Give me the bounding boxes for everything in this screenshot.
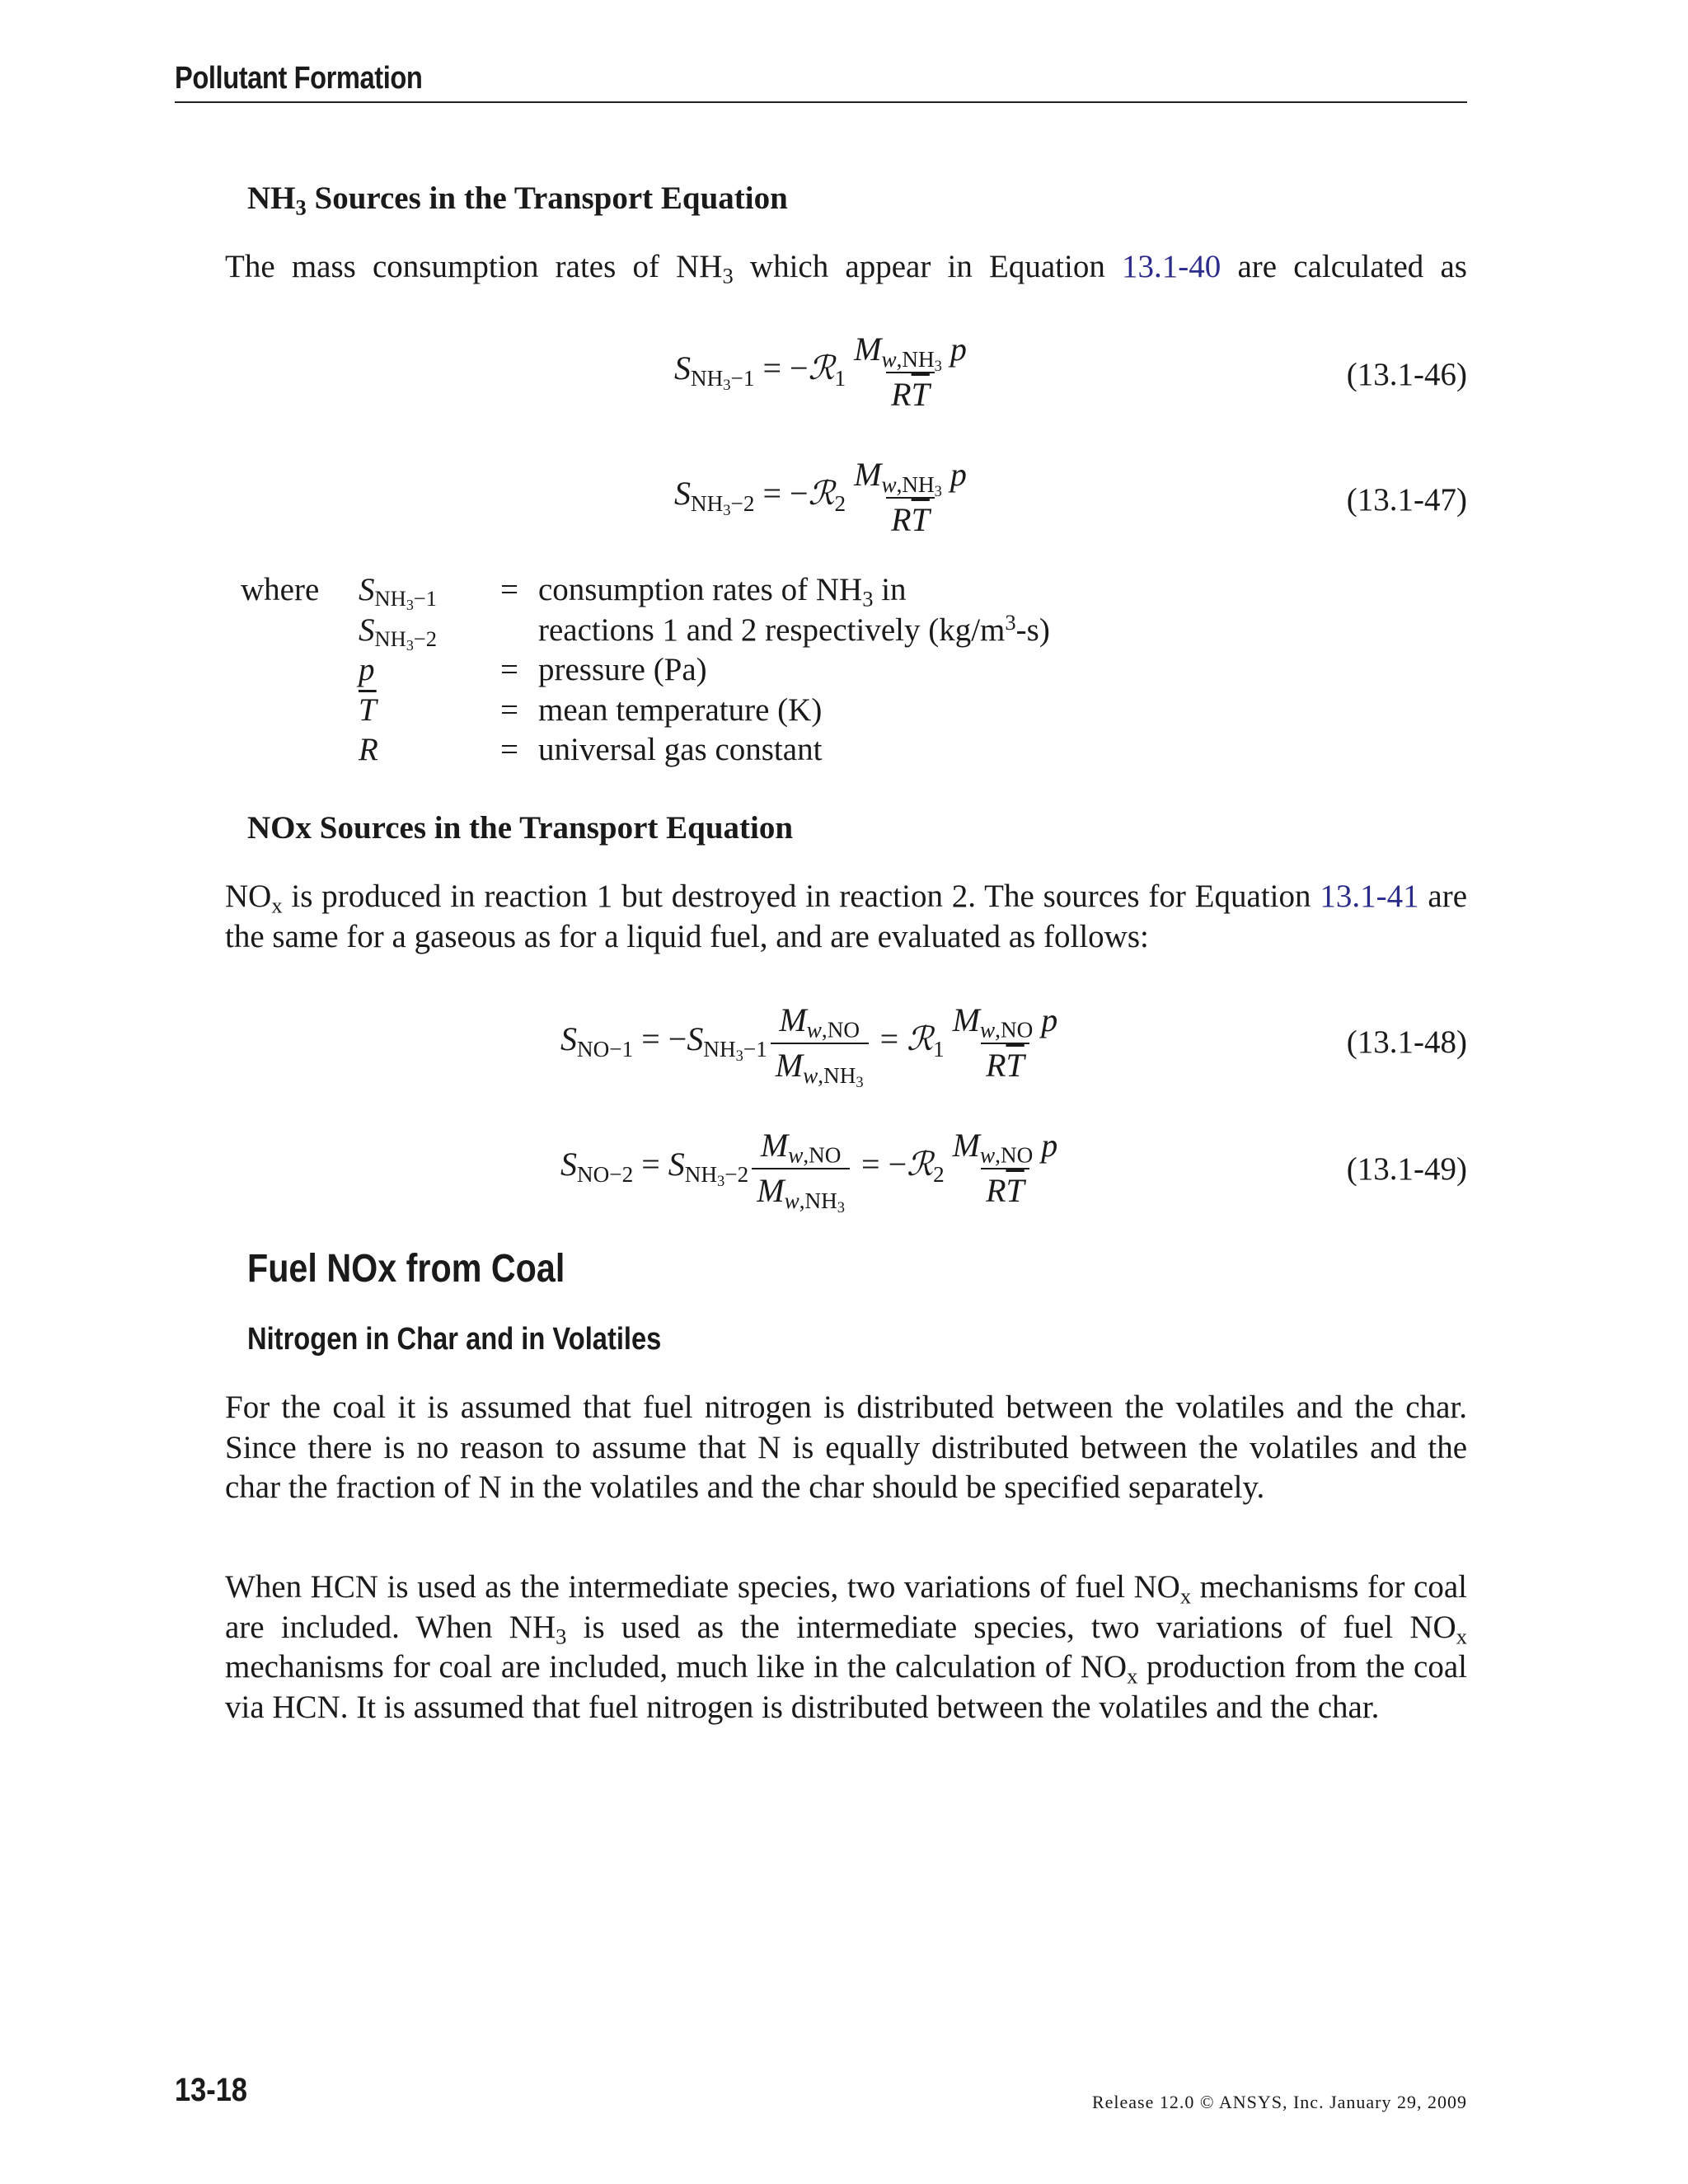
- section-heading-fuel-nox-coal: Fuel NOx from Coal: [247, 1247, 565, 1291]
- coal-paragraph-2: When HCN is used as the intermediate species, two variations of fuel $NO_x$ mechanisms for coal are included. When $NH_3$ is used as the intermediate species, two variations of fuel $NO_x$ mechanisms for coal are included, much like in the calculation of $NO_x$ production from the coal via HCN. It is assumed that fuel nitrogen is distributed between the volatiles and the char.: [225, 1569, 1467, 1725]
- definition-row: [241, 570, 1050, 611]
- nh3-intro-paragraph: The mass consumption rates of $NH_3$ which appear in Equation 13.1-40 are calculated as: [225, 249, 1467, 288]
- symbol-p: p: [359, 652, 375, 687]
- definition-pressure: pressure (Pa): [538, 652, 707, 687]
- equation-link-13-1-41[interactable]: 13.1-41: [1320, 879, 1419, 914]
- where-label: where: [241, 572, 320, 607]
- equation-link-13-1-40[interactable]: 13.1-40: [1122, 249, 1221, 284]
- subsection-heading-nitrogen: Nitrogen in Char and in Volatiles: [247, 1322, 662, 1357]
- definition-row: p = pressure (Pa): [241, 650, 1050, 691]
- running-header: Pollutant Formation: [175, 61, 423, 96]
- equals-sign: =: [500, 572, 518, 607]
- nox-paragraph: $NO_x$ is produced in reaction 1 but destroyed in reaction 2. The sources for Equation 13.1-41 are the same for a gaseous as for a liquid fuel, and are evaluated as follows:: [225, 879, 1468, 954]
- definition-temperature: mean temperature (K): [538, 691, 823, 728]
- section-title-nh3: $NH_3$ Sources in the Transport Equation: [247, 180, 788, 220]
- section-title-nox: NOx Sources in the Transport Equation: [247, 810, 794, 846]
- definition-row: [241, 611, 1050, 651]
- page-number: 13-18: [175, 2072, 247, 2108]
- definition-consumption-2: reactions 1 and 2 respectively $(kg/m^3-s)$: [538, 609, 1050, 648]
- equation-13-1-47: $S_{NH_3-2}$ = −ℛ$_2$ $\frac{M_{w,NH_3} p}{R\overline{T}}$: [674, 456, 967, 538]
- definition-consumption-1: consumption rates of $NH_3$ in: [538, 572, 907, 612]
- definition-row: $\overline{T}$ = mean temperature (K): [241, 691, 1050, 731]
- equation-13-1-46: $S_{NH_3-1}$ = −ℛ$_1$ $\frac{M_{w,NH_3} p}{R\overline{T}}$: [674, 330, 967, 413]
- equation-number-46: (13.1-46): [1346, 357, 1467, 392]
- symbol-s-nh3-1: $S_{NH_3-1}$: [359, 572, 438, 614]
- symbol-r: R: [359, 732, 378, 767]
- coal-paragraph-1: For the coal it is assumed that fuel nitrogen is distributed between the volatiles and the char. Since there is no reason to assume that N is equally distributed between the volatiles and the char the fraction of N in the volatiles and the char should be specified separately.: [225, 1390, 1467, 1505]
- equation-13-1-48: $S_{NO-1} = -S_{NH_3-1}$ $\frac{M_{w,NO}}{M_{w,NH_3}}$ = ℛ$_1$ $\frac{M_{w,NO} p}{R\overline{T}}$: [560, 1001, 1058, 1090]
- equation-13-1-49: $S_{NO-2} = S_{NH_3-2}$ $\frac{M_{w,NO}}{M_{w,NH_3}}$ = −ℛ$_2$ $\frac{M_{w,NO} p}{R\overline{T}}$: [560, 1127, 1058, 1216]
- symbol-t-bar: $\overline{T}$: [359, 691, 377, 728]
- definition-gas-constant: universal gas constant: [538, 732, 823, 767]
- definition-row: R = universal gas constant: [241, 730, 1050, 771]
- release-info: Release 12.0 © ANSYS, Inc. January 29, 2009: [1091, 2092, 1467, 2112]
- equation-number-48: (13.1-48): [1346, 1024, 1467, 1060]
- equation-number-49: (13.1-49): [1346, 1151, 1467, 1187]
- header-rule: [175, 101, 1467, 103]
- variable-definitions: [241, 570, 1050, 771]
- equation-number-47: (13.1-47): [1346, 482, 1467, 518]
- symbol-s-nh3-2: $S_{NH_3-2}$: [359, 612, 438, 654]
